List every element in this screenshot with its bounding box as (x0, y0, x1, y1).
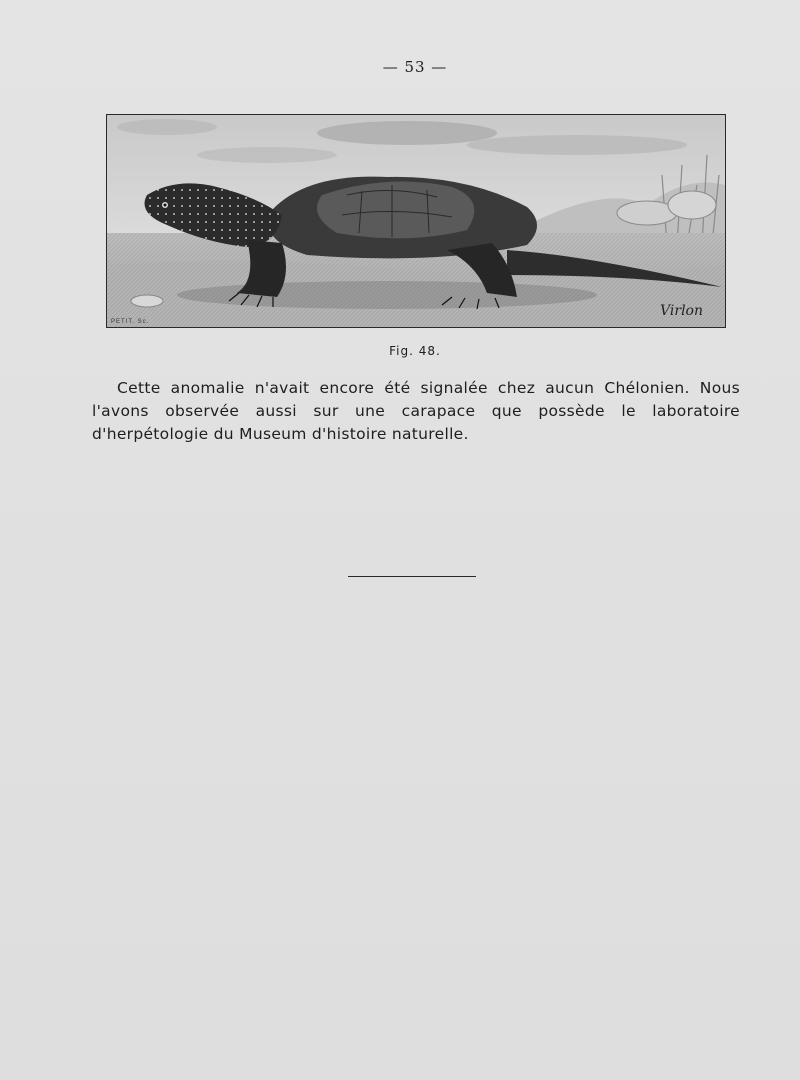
body-paragraph: Cette anomalie n'avait encore été signalée chez aucun Chélonien. Nous l'avons observée aussi sur une carapace que possède le laboratoire d'herpétologie du Museum d'histoire naturelle. (92, 379, 740, 443)
turtle-engraving-icon (107, 115, 725, 327)
engraver-mark: PETIT. Sc. (111, 319, 150, 325)
page-number: — 53 — (382, 58, 448, 76)
figure-illustration (106, 114, 726, 328)
figure-caption: Fig. 48. (389, 344, 441, 358)
section-end-rule (348, 576, 476, 577)
artist-signature: Virlon (660, 303, 703, 319)
